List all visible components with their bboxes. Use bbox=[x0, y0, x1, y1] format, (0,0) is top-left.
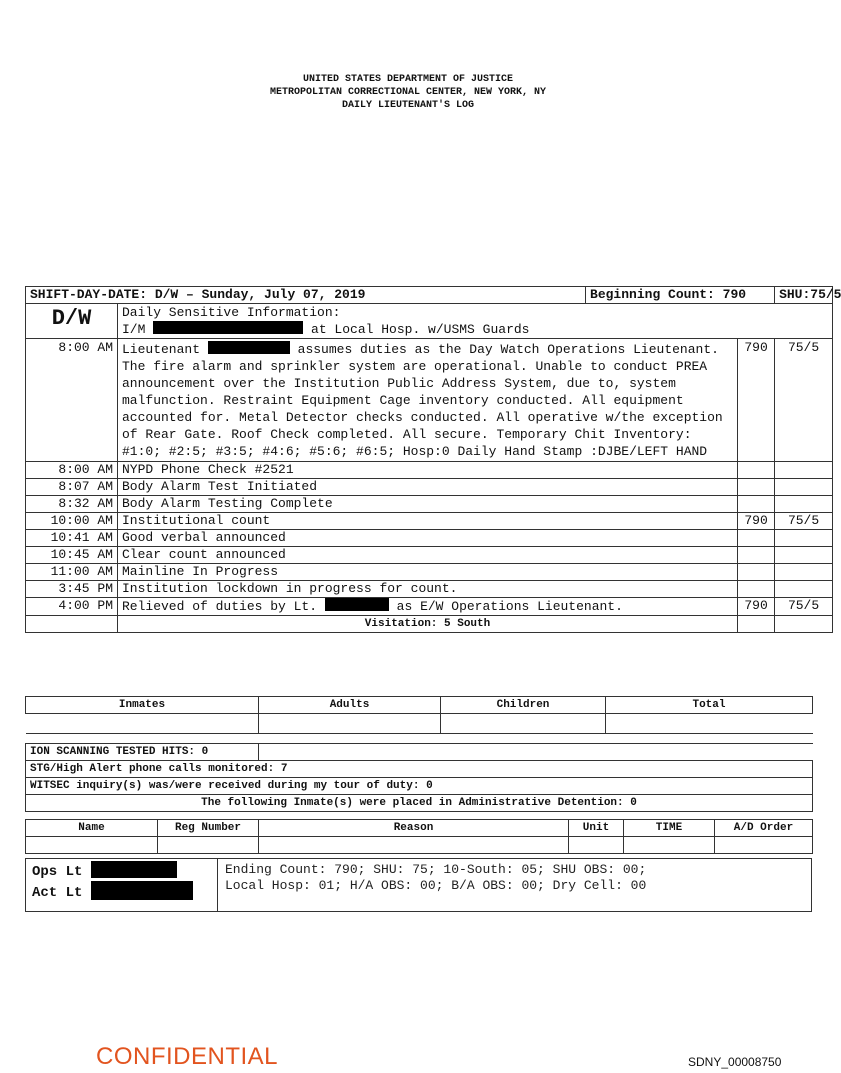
entry-time: 4:00 PM bbox=[26, 598, 118, 616]
bates-number: SDNY_00008750 bbox=[688, 1055, 782, 1069]
redaction-bar bbox=[208, 341, 290, 354]
ad-header-time: TIME bbox=[624, 820, 715, 837]
entry-count bbox=[738, 547, 775, 564]
entry-count bbox=[738, 496, 775, 513]
entry-shu bbox=[775, 496, 833, 513]
entry-count: 790 bbox=[738, 339, 775, 462]
entry-shu bbox=[775, 547, 833, 564]
sensitive-line: I/M at Local Hosp. w/USMS Guards bbox=[122, 322, 530, 337]
entry-shu: 75/5 bbox=[775, 598, 833, 616]
entry-count: 790 bbox=[738, 598, 775, 616]
redaction-bar bbox=[91, 861, 177, 878]
entry-count bbox=[738, 462, 775, 479]
entry-shu bbox=[775, 564, 833, 581]
entry-shu bbox=[775, 581, 833, 598]
visitation-title-row bbox=[26, 616, 833, 633]
shift-code: D/W bbox=[26, 304, 118, 339]
log-entry bbox=[26, 513, 833, 530]
entry-time: 11:00 AM bbox=[26, 564, 118, 581]
log-entry bbox=[26, 547, 833, 564]
header-agency: UNITED STATES DEPARTMENT OF JUSTICE bbox=[302, 74, 514, 85]
visitation-table bbox=[25, 696, 813, 744]
ending-count-summary: Ending Count: 790; SHU: 75; 10-South: 05; SHU OBS: 00; Local Hosp: 01; H/A OBS: 00; B/A OBS: 00; Dry Cell: 00 bbox=[225, 862, 647, 893]
entry-text: Good verbal announced bbox=[118, 530, 738, 547]
signature-footer bbox=[25, 858, 812, 912]
ad-header-reg-number: Reg Number bbox=[158, 820, 259, 837]
admin-detention-table bbox=[25, 819, 813, 854]
entry-time: 10:45 AM bbox=[26, 547, 118, 564]
log-entry bbox=[26, 530, 833, 547]
ad-header-name: Name bbox=[26, 820, 158, 837]
entry-text: Mainline In Progress bbox=[118, 564, 738, 581]
sensitive-title: Daily Sensitive Information: bbox=[122, 305, 341, 320]
lieutenant-log-table bbox=[25, 286, 841, 633]
entry-text: Lieutenant assumes duties as the Day Watch Operations Lieutenant. The fire alarm and sprinkler system are operational. Unable to conduct PREA announcement over the Institution Public Address System, due to, system malfunction. Restraint Equipment Cage inventory conducted. All equipment accounted for. Metal Detector checks conducted. All operative w/the exception of Rear Gate. Roof Check completed. All secure. Temporary Chit Inventory: #1:0; #2:5; #3:5; #4:6; #5:6; #6:5; Hosp:0 Daily Hand Stamp :DJBE/LEFT HAND bbox=[118, 339, 738, 462]
log-entry bbox=[26, 598, 833, 616]
entry-time: 10:41 AM bbox=[26, 530, 118, 547]
entry-time: 10:00 AM bbox=[26, 513, 118, 530]
entry-time: 8:00 AM bbox=[26, 339, 118, 462]
header-facility: METROPOLITAN CORRECTIONAL CENTER, NEW YORK, NY bbox=[269, 87, 547, 98]
beginning-count: Beginning Count: 790 bbox=[586, 287, 775, 304]
entry-text: Institution lockdown in progress for count. bbox=[118, 581, 738, 598]
ops-lt-row: Ops Lt bbox=[32, 861, 211, 881]
summary-table bbox=[25, 743, 813, 812]
visitation-header-total: Total bbox=[606, 697, 813, 714]
entry-shu: 75/5 bbox=[775, 339, 833, 462]
entry-count bbox=[738, 530, 775, 547]
entry-shu bbox=[775, 530, 833, 547]
admin-detention-title: The following Inmate(s) were placed in Administrative Detention: 0 bbox=[26, 795, 813, 812]
shu-count: SHU:75/5 bbox=[775, 287, 833, 304]
shift-day-date: SHIFT-DAY-DATE: D/W – Sunday, July 07, 2019 bbox=[26, 287, 586, 304]
entry-text: Body Alarm Testing Complete bbox=[118, 496, 738, 513]
header-log-title: DAILY LIEUTENANT'S LOG bbox=[341, 100, 475, 111]
confidential-stamp: CONFIDENTIAL bbox=[96, 1043, 279, 1070]
entry-text: NYPD Phone Check #2521 bbox=[118, 462, 738, 479]
daily-sensitive-info bbox=[118, 304, 833, 339]
ad-header-reason: Reason bbox=[259, 820, 569, 837]
entry-shu: 75/5 bbox=[775, 513, 833, 530]
log-entry bbox=[26, 339, 833, 462]
visitation-header-children: Children bbox=[441, 697, 606, 714]
entry-time: 8:07 AM bbox=[26, 479, 118, 496]
ad-header-ad-order: A/D Order bbox=[715, 820, 813, 837]
entry-text: Institutional count bbox=[118, 513, 738, 530]
visitation-header-inmates: Inmates bbox=[26, 697, 259, 714]
entry-time: 8:00 AM bbox=[26, 462, 118, 479]
redaction-bar bbox=[153, 321, 303, 334]
redaction-bar bbox=[325, 598, 389, 611]
visitation-title: Visitation: 5 South bbox=[118, 616, 738, 633]
act-lt-row: Act Lt bbox=[32, 881, 211, 901]
redaction-bar bbox=[91, 881, 193, 900]
document-header bbox=[0, 73, 816, 112]
entry-text: Relieved of duties by Lt. as E/W Operations Lieutenant. bbox=[118, 598, 738, 616]
entry-count: 790 bbox=[738, 513, 775, 530]
lieutenant-signatures bbox=[26, 859, 218, 911]
stg-calls-monitored: STG/High Alert phone calls monitored: 7 bbox=[26, 761, 813, 778]
visitation-header-adults: Adults bbox=[259, 697, 441, 714]
log-entry bbox=[26, 581, 833, 598]
witsec-inquiries: WITSEC inquiry(s) was/were received during my tour of duty: 0 bbox=[26, 778, 813, 795]
ion-scanning-hits: ION SCANNING TESTED HITS: 0 bbox=[26, 744, 259, 761]
ad-header-unit: Unit bbox=[569, 820, 624, 837]
log-entry bbox=[26, 564, 833, 581]
entry-shu bbox=[775, 479, 833, 496]
entry-shu bbox=[775, 462, 833, 479]
entry-time: 8:32 AM bbox=[26, 496, 118, 513]
log-entry bbox=[26, 479, 833, 496]
entry-count bbox=[738, 581, 775, 598]
entry-text: Clear count announced bbox=[118, 547, 738, 564]
entry-text: Body Alarm Test Initiated bbox=[118, 479, 738, 496]
entry-count bbox=[738, 564, 775, 581]
entry-time: 3:45 PM bbox=[26, 581, 118, 598]
log-entry bbox=[26, 462, 833, 479]
log-entry bbox=[26, 496, 833, 513]
entry-count bbox=[738, 479, 775, 496]
